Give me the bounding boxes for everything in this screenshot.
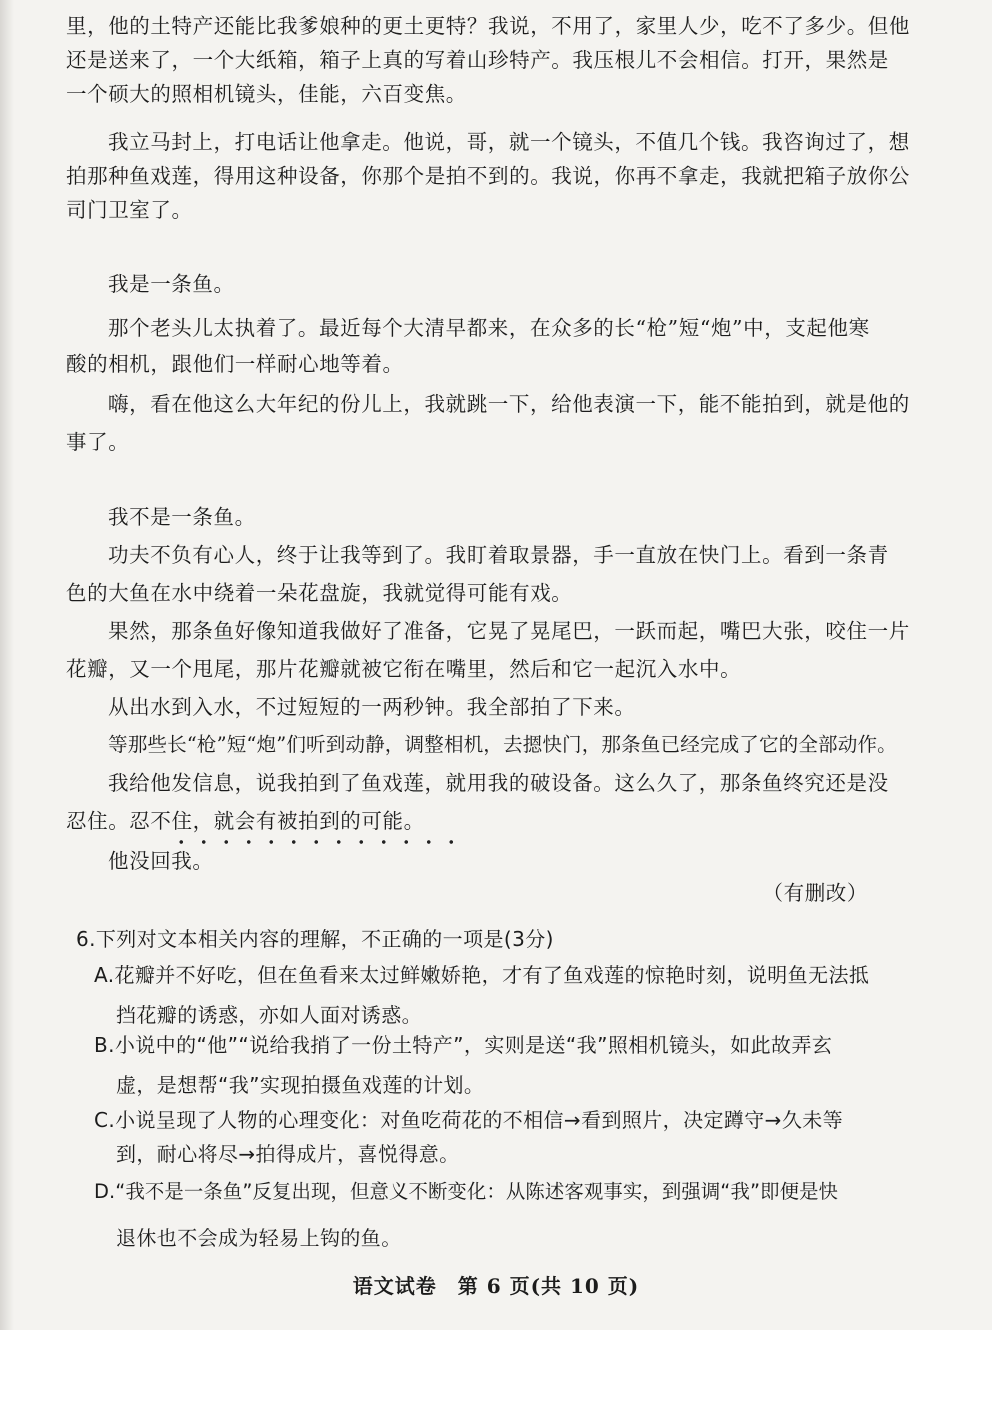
passage-line: 他没回我。 xyxy=(108,849,214,873)
passage-line: 里，他的土特产还能比我爹娘种的更土更特？我说，不用了，家里人少，吃不了多少。但他 xyxy=(66,14,910,38)
passage-line: 一个硕大的照相机镜头，佳能，六百变焦。 xyxy=(66,82,467,106)
passage-line: 酸的相机，跟他们一样耐心地等着。 xyxy=(66,352,404,376)
passage-line: 果然，那条鱼好像知道我做好了准备，它晃了晃尾巴，一跃而起，嘴巴大张，咬住一片 xyxy=(108,619,910,643)
passage-line: 那个老头儿太执着了。最近每个大清早都来，在众多的长“枪”短“炮”中，支起他寒 xyxy=(108,316,870,340)
option-c-cont: 到，耐心将尽→拍得成片，喜悦得意。 xyxy=(116,1142,460,1166)
passage-line: 忍住。忍不住，就会有被拍到的可能。 xyxy=(66,809,425,833)
page-footer: 语文试卷 第 6 页(共 10 页) xyxy=(352,1274,640,1298)
option-d: D.“我不是一条鱼”反复出现，但意义不断变化：从陈述客观事实，到强调“我”即便是快 xyxy=(94,1180,839,1203)
passage-line: 司门卫室了。 xyxy=(66,198,193,222)
page-shadow-edge xyxy=(0,0,14,1330)
passage-line: 花瓣，又一个甩尾，那片花瓣就被它衔在嘴里，然后和它一起沉入水中。 xyxy=(66,657,742,681)
passage-line: 功夫不负有心人，终于让我等到了。我盯着取景器，手一直放在快门上。看到一条青 xyxy=(108,543,889,567)
option-c: C.小说呈现了人物的心理变化：对鱼吃荷花的不相信→看到照片，决定蹲守→久未等 xyxy=(94,1108,844,1132)
passage-line: 拍那种鱼戏莲，得用这种设备，你那个是拍不到的。我说，你再不拿走，我就把箱子放你公 xyxy=(66,164,910,188)
passage-line: 色的大鱼在水中绕着一朵花盘旋，我就觉得可能有戏。 xyxy=(66,581,573,605)
passage-line: 我立马封上，打电话让他拿走。他说，哥，就一个镜头，不值几个钱。我咨询过了，想 xyxy=(108,130,910,154)
passage-line: 还是送来了，一个大纸箱，箱子上真的写着山珍特产。我压根儿不会相信。打开，果然是 xyxy=(66,48,889,72)
passage-line: 等那些长“枪”短“炮”们听到动静，调整相机，去摁快门，那条鱼已经完成了它的全部动作。 xyxy=(108,733,897,756)
source-note: （有删改） xyxy=(762,881,868,905)
option-b-cont: 虚，是想帮“我”实现拍摄鱼戏莲的计划。 xyxy=(116,1073,485,1097)
section-heading-fish: 我是一条鱼。 xyxy=(108,272,235,296)
section-heading-not-fish: 我不是一条鱼。 xyxy=(108,505,256,529)
passage-line: 事了。 xyxy=(66,430,130,454)
passage-line: 我给他发信息，说我拍到了鱼戏莲，就用我的破设备。这么久了，那条鱼终究还是没 xyxy=(108,771,889,795)
option-a-cont: 挡花瓣的诱惑，亦如人面对诱惑。 xyxy=(116,1003,422,1027)
passage-line: 嗨，看在他这么大年纪的份儿上，我就跳一下，给他表演一下，能不能拍到，就是他的 xyxy=(108,392,910,416)
option-d-cont: 退休也不会成为轻易上钩的鱼。 xyxy=(116,1226,402,1250)
emphasis-dots xyxy=(170,839,462,845)
option-a: A.花瓣并不好吃，但在鱼看来太过鲜嫩娇艳，才有了鱼戏莲的惊艳时刻，说明鱼无法抵 xyxy=(94,963,870,987)
question-stem: 6.下列对文本相关内容的理解，不正确的一项是(3分) xyxy=(76,927,554,951)
scan-margin xyxy=(0,1330,992,1403)
option-b: B.小说中的“他”“说给我捎了一份土特产”，实则是送“我”照相机镜头，如此故弄玄 xyxy=(94,1033,833,1057)
passage-line: 从出水到入水，不过短短的一两秒钟。我全部拍了下来。 xyxy=(108,695,636,719)
